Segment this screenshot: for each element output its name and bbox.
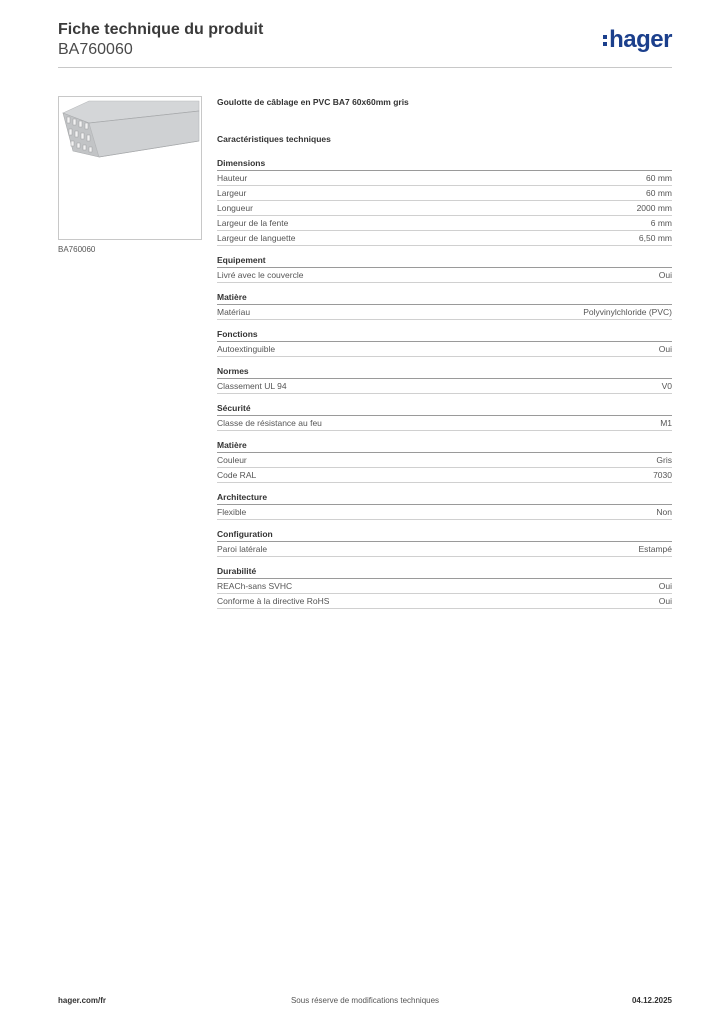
spec-value: Oui	[658, 581, 672, 591]
header-divider	[58, 67, 672, 68]
spec-label: Couleur	[217, 455, 247, 465]
spec-label: Paroi latérale	[217, 544, 268, 554]
spec-group-dimensions	[217, 157, 672, 246]
spec-row	[217, 594, 672, 609]
spec-value: Polyvinylchloride (PVC)	[583, 307, 672, 317]
spec-group-configuration	[217, 528, 672, 557]
spec-group-matiere-couleur	[217, 439, 672, 483]
spec-value: V0	[661, 381, 672, 391]
spec-group-durabilite	[217, 565, 672, 609]
group-title: Sécurité	[217, 402, 672, 416]
spec-group-securite	[217, 402, 672, 431]
page-header	[58, 20, 263, 60]
spec-label: Matériau	[217, 307, 251, 317]
spec-row	[217, 505, 672, 520]
product-specs	[217, 97, 672, 617]
product-reference: BA760060	[58, 41, 133, 58]
group-title: Fonctions	[217, 328, 672, 342]
spec-row	[217, 231, 672, 246]
spec-row	[217, 379, 672, 394]
group-title: Matière	[217, 439, 672, 453]
footer-website-link[interactable]: hager.com/fr	[58, 996, 107, 1005]
spec-row	[217, 542, 672, 557]
spec-row	[217, 468, 672, 483]
spec-label: Largeur de la fente	[217, 218, 289, 228]
spec-value: 60 mm	[646, 173, 672, 183]
spec-value: 7030	[653, 470, 672, 480]
spec-label: Conforme à la directive RoHS	[217, 596, 330, 606]
spec-value: Oui	[658, 596, 672, 606]
spec-group-architecture	[217, 491, 672, 520]
group-title: Dimensions	[217, 157, 672, 171]
spec-row	[217, 305, 672, 320]
hager-logo	[603, 28, 672, 52]
group-title: Equipement	[217, 254, 672, 268]
spec-label: Longueur	[217, 203, 253, 213]
spec-value: M1	[660, 418, 672, 428]
spec-row	[217, 453, 672, 468]
spec-row	[217, 171, 672, 186]
spec-row	[217, 342, 672, 357]
spec-group-normes	[217, 365, 672, 394]
spec-value: 6,50 mm	[638, 233, 672, 243]
page-title: Fiche technique du produit	[58, 21, 264, 38]
spec-label: Classement UL 94	[217, 381, 287, 391]
product-title: Goulotte de câblage en PVC BA7 60x60mm gris	[217, 97, 409, 107]
spec-value: Oui	[658, 344, 672, 354]
cable-duct-image	[59, 97, 201, 239]
spec-row	[217, 201, 672, 216]
group-title: Durabilité	[217, 565, 672, 579]
spec-label: Code RAL	[217, 470, 257, 480]
section-heading: Caractéristiques techniques	[217, 134, 331, 144]
spec-value: 2000 mm	[636, 203, 672, 213]
spec-value: Non	[656, 507, 672, 517]
product-image	[58, 96, 202, 240]
group-title: Configuration	[217, 528, 672, 542]
spec-row	[217, 216, 672, 231]
spec-value: 6 mm	[650, 218, 672, 228]
spec-label: Flexible	[217, 507, 247, 517]
group-title: Normes	[217, 365, 672, 379]
logo-text: hager	[609, 26, 672, 53]
group-title: Architecture	[217, 491, 672, 505]
footer-notice: Sous réserve de modifications techniques	[290, 996, 440, 1005]
spec-value: Estampé	[638, 544, 672, 554]
group-title: Matière	[217, 291, 672, 305]
spec-value: Oui	[658, 270, 672, 280]
spec-value: 60 mm	[646, 188, 672, 198]
spec-group-equipement	[217, 254, 672, 283]
spec-group-fonctions	[217, 328, 672, 357]
spec-row	[217, 579, 672, 594]
spec-label: Hauteur	[217, 173, 248, 183]
spec-label: REACh-sans SVHC	[217, 581, 293, 591]
spec-row	[217, 268, 672, 283]
logo-dots-icon	[603, 35, 607, 46]
image-caption: BA760060	[58, 245, 96, 254]
spec-group-matiere	[217, 291, 672, 320]
spec-label: Classe de résistance au feu	[217, 418, 322, 428]
spec-label: Autoextinguible	[217, 344, 276, 354]
spec-row	[217, 186, 672, 201]
spec-label: Largeur	[217, 188, 247, 198]
spec-label: Livré avec le couvercle	[217, 270, 304, 280]
spec-label: Largeur de languette	[217, 233, 296, 243]
spec-row	[217, 416, 672, 431]
spec-value: Gris	[656, 455, 672, 465]
footer-date: 04.12.2025	[631, 996, 672, 1005]
